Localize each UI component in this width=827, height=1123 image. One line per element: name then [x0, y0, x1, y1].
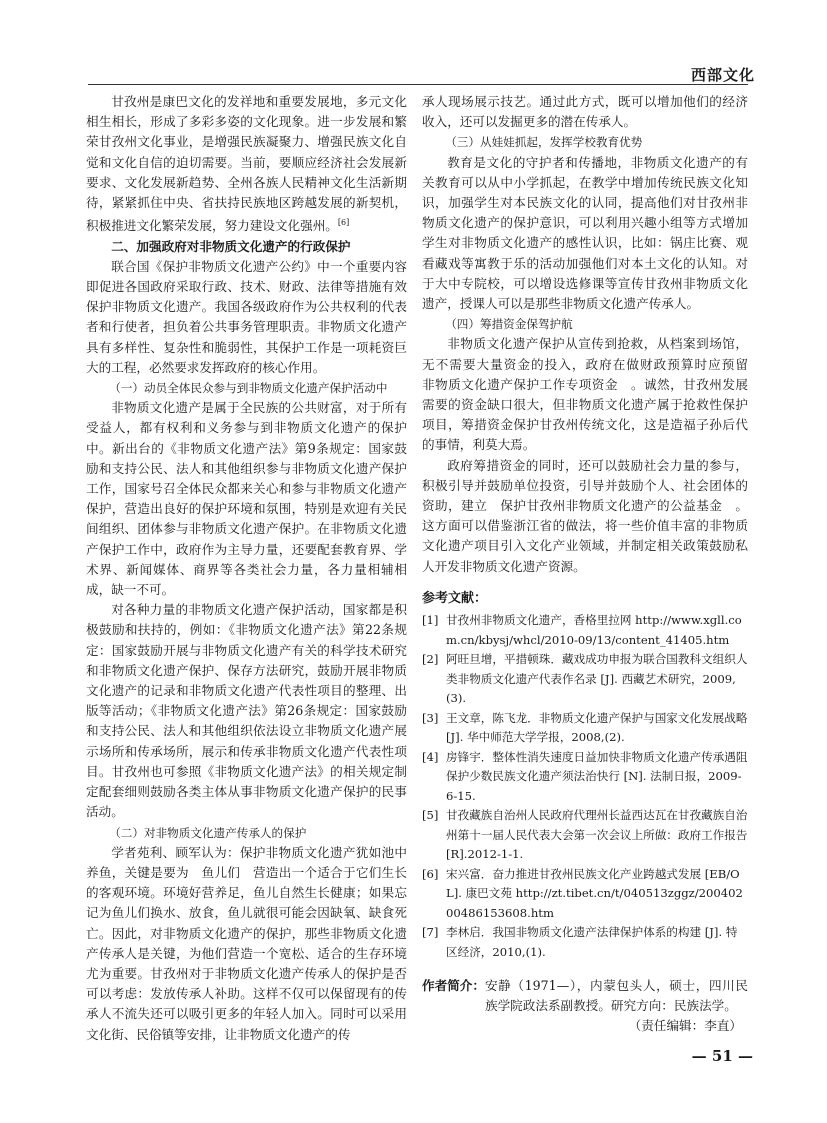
- paragraph: 非物质文化遗产保护从宣传到抢救，从档案到场馆，无不需要大量资金的投入，政府在做财政预算时应预留 非物质文化遗产保护工作专项资金 。诚然，甘孜州发展需要的资金缺口很大，但非物质文化遗产属于抢救性保护项目，筹措资金保护甘孜州传统文化，这是造福子孙后代的事情，利莫大焉。: [422, 336, 761, 453]
- journal-name: 西部文化: [690, 66, 755, 84]
- reference-item: [7] 李林启．我国非物质文化遗产法律保护体系的构建 [J]. 特区经济，2010,(1).: [422, 925, 738, 959]
- reference-item: [5] 甘孜藏族自治州人民政府代理州长益西达瓦在甘孜藏族自治州第十一届人民代表大会第一次会议上所做：政府工作报告 [R].2012-1-1.: [422, 808, 748, 862]
- paragraph: 非物质文化遗产是属于全民族的公共财富，对于所有受益人，都有权利和义务参与到非物质文化遗产的保护中。新出台的《非物质文化遗产法》第9条规定：国家鼓励和支持公民、法人和其他组织参与非物质文化遗产保护工作，国家号召全体民众都来关心和参与非物质文化遗产保护，营造出良好的保护环境和氛围，特别是欢迎有关民间组织、团体参与非物质文化遗产保护。在非物质文化遗产保护工作中，政府作为主导力量，还要配套教育界、学术界、新闻媒体、商界等各类社会力量，各力量相辅相成，缺一不可。: [86, 400, 407, 598]
- paragraph: 教育是文化的守护者和传播地，非物质文化遗产的有关教育可以从中小学抓起，在教学中增加传统民族文化知识，加强学生对本民族文化的认同，提高他们对甘孜州非物质文化遗产的保护意识，可以利用兴趣小组等方式增加学生对非物质文化遗产的感性认识，比如：锅庄比赛、观看藏戏等寓教于乐的活动加强他们对本土文化的认知。对于大中专院校，可以增设选修课等宣传甘孜州非物质文化遗产，授课人可以是那些非物质文化遗产传承人。: [422, 154, 748, 312]
- subsection-heading: （四）筹措资金保驾护航: [445, 317, 573, 332]
- author-bio: [422, 976, 748, 1016]
- reference-list: [422, 611, 748, 962]
- paragraph: 承人现场展示技艺。通过此方式，既可以增加他们的经济收入，还可以发掘更多的潜在传承人。: [422, 94, 748, 130]
- citation-mark: [6]: [337, 218, 350, 228]
- reference-item: [4] 房锋宇．整体性消失速度日益加快非物质文化遗产传承遇阻保护少数民族文化遗产须法治快行 [N]. 法制日报，2009-6-15.: [422, 749, 748, 803]
- paragraph: 政府筹措资金的同时，还可以鼓励社会力量的参与，积极引导并鼓励单位投资，引导并鼓励个人、社会团体的资助，建立 保护甘孜州非物质文化遗产的公益基金 。这方面可以借鉴浙江省的做法，将一些价值丰富的非物质文化遗产项目引入文化产业领域，并制定相关政策鼓励私人开发非物质文化遗产资源。: [422, 457, 748, 574]
- subsection-heading: （三）从娃娃抓起，发挥学校教育优势: [445, 135, 643, 150]
- right-column: [422, 92, 761, 1036]
- reference-item: [3] 王文章，陈飞龙．非物质文化遗产保护与国家文化发展战略 [J]. 华中师范大学学报，2008,(2).: [422, 710, 748, 745]
- section-heading: 二、加强政府对非物质文化遗产的行政保护: [111, 238, 351, 254]
- left-column: [86, 92, 407, 1045]
- author-label: 作者简介：: [422, 978, 485, 994]
- paragraph: 联合国《保护非物质文化遗产公约》中一个重要内容即促进各国政府采取行政、技术、财政、法律等措施有效保护非物质文化遗产。我国各级政府作为公共权利的代表者和行使者，担负着公共事务管理职责。非物质文化遗产具有多样性、复杂性和脆弱性，其保护工作是一项耗资巨大的工程，必然要求发挥政府的核心作用。: [86, 258, 407, 375]
- subsection-heading: （一）动员全体民众参与到非物质文化遗产保护活动中: [109, 381, 388, 396]
- reference-item: [1] 甘孜州非物质文化遗产，香格里拉网 http://www.xgll.com.cn/kbysj/whcl/2010-09/13/content_41405.htm: [422, 613, 742, 647]
- header-rule: [88, 84, 748, 85]
- page-number: — 51 —: [691, 1047, 753, 1065]
- subsection-heading: （二）对非物质文化遗产传承人的保护: [109, 825, 307, 840]
- paragraph: 甘孜州是康巴文化的发祥地和重要发展地，多元文化相生相长，形成了多彩多姿的文化现象。进一步发展和繁荣甘孜州文化事业，是增强民族凝聚力、增强民族文化自觉和文化自信的迫切需要。当前，要顺应经济社会发展新要求、文化发展新趋势、全州各族人民精神文化生活新期待，紧紧抓住中央、省扶持民族地区跨越发展的新契机，积极推进文化繁荣发展，努力建设文化强州。[6]: [86, 94, 407, 234]
- reference-item: [6] 宋兴富．奋力推进甘孜州民族文化产业跨越式发展 [EB/OL]. 康巴文苑 http://zt.tibet.cn/t/040513zggz/20040200486153608.htm: [422, 866, 743, 920]
- references-title: 参考文献：: [422, 590, 488, 606]
- paragraph: 对各种力量的非物质文化遗产保护活动，国家都是积极鼓励和扶持的，例如：《非物质文化遗产法》第22条规定：国家鼓励开展与非物质文化遗产有关的科学技术研究和非物质文化遗产保护、保存方法研究，鼓励开展非物质文化遗产的记录和非物质文化遗产代表性项目的整理、出版等活动；《非物质文化遗产法》第26条规定：国家鼓励和支持公民、法人和其他组织依法设立非物质文化遗产展示场所和传承场所，展示和传承非物质文化遗产代表性项目。甘孜州也可参照《非物质文化遗产法》的相关规定制定配套细则鼓励各类主体从事非物质文化遗产保护的民事活动。: [86, 602, 407, 820]
- editor-note: （责任编辑：李直）: [628, 1018, 742, 1034]
- reference-item: [2] 阿旺旦增，平措顿珠．藏戏成功申报为联合国教科文组织人类非物质文化遗产代表作名录 [J]. 西藏艺术研究，2009,(3).: [422, 652, 748, 706]
- paragraph: 学者苑利、顾军认为：保护非物质文化遗产犹如池中养鱼，关键是要为 鱼儿们 营造出一个适合于它们生长的客观环境。环境好营养足，鱼儿自然生长健康；如果忘记为鱼儿们换水、放食，鱼儿就很可能会因缺氧、缺食死亡。因此，对非物质文化遗产的保护，那些非物质文化遗产传承人是关键，为他们营造一个宽松、适合的生存环境尤为重要。甘孜州对于非物质文化遗产传承人的保护是否可以考虑：发放传承人补助。这样不仅可以保留现有的传承人不流失还可以吸引更多的年轻人加入。同时可以采用文化街、民俗镇等安排，让非物质文化遗产的传: [86, 844, 407, 1042]
- author-text: 安静（1971—），内蒙包头人，硕士，四川民族学院政法系副教授。研究方向：民族法学。: [484, 978, 748, 1014]
